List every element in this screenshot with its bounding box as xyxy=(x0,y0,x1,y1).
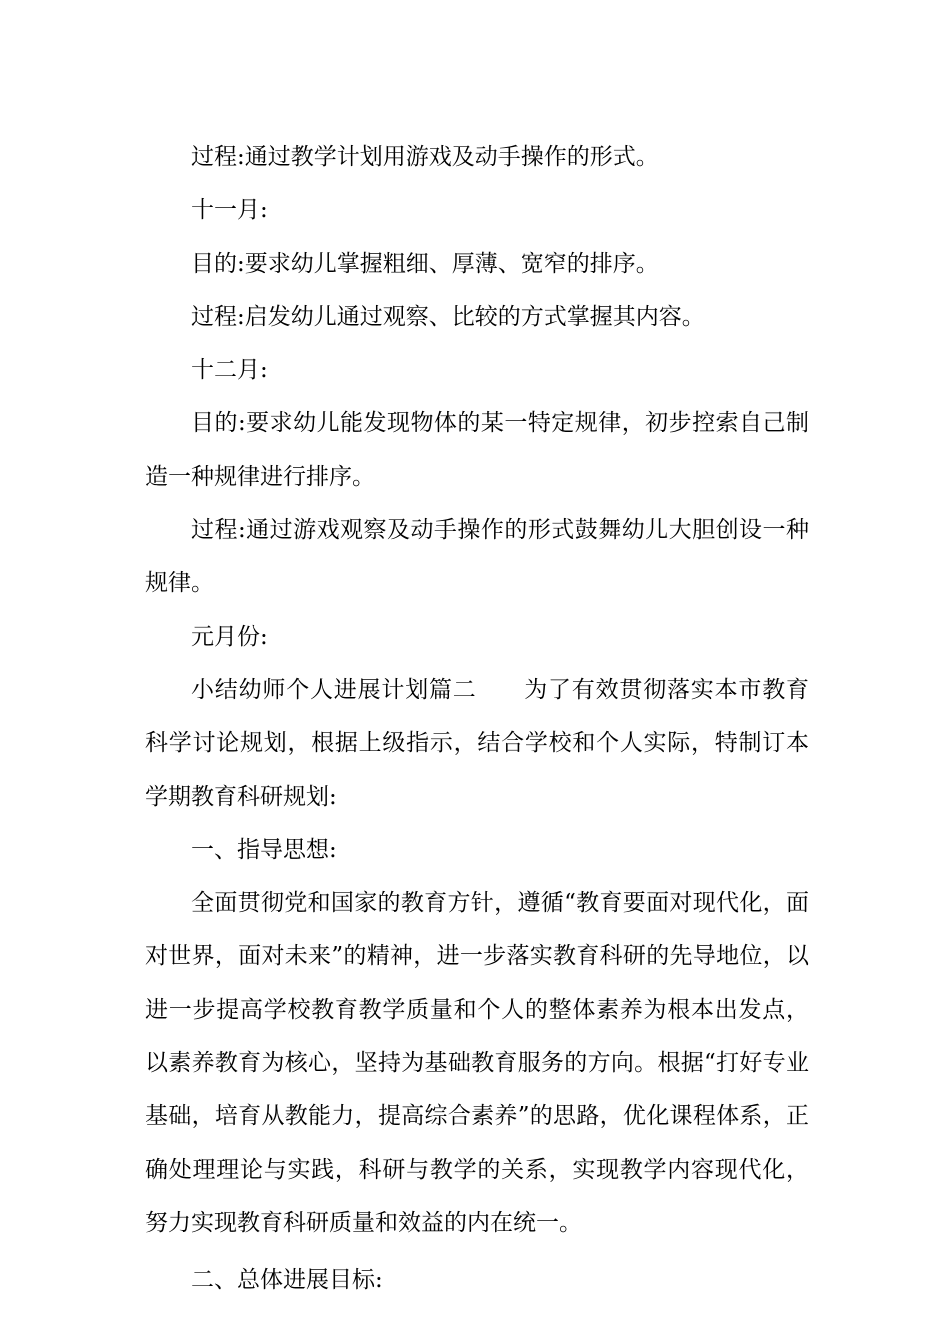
paragraph-guiding-ideology: 全面贯彻党和国家的教育方针，遵循“教育要面对现代化，面对世界，面对未来”的精神，进一步落实教育科研的先导地位，以进一步提高学校教育教学质量和个人的整体素养为根本出发点，以素养教育为核心，坚持为基础教育服务的方向。根据“打好专业基础，培育从教能力，提高综合素养”的思路，优化课程体系，正确处理理论与实践，科研与教学的关系，实现教学内容现代化，努力实现教育科研质量和效益的内在统一。 xyxy=(145,890,809,1236)
heading-guiding-ideology: 一、指导思想: xyxy=(191,836,337,863)
paragraph-plan-two-intro: 小结幼师个人进展计划篇二 为了有效贯彻落实本市教育科学讨论规划，根据上级指示，结合学校和个人实际，特制订本学期教育科研规划: xyxy=(145,676,809,810)
paragraph-process-december: 过程:通过游戏观察及动手操作的形式鼓舞幼儿大胆创设一种规律。 xyxy=(145,517,809,597)
heading-november: 十一月: xyxy=(191,197,268,224)
heading-january: 元月份: xyxy=(191,623,268,650)
document-body xyxy=(145,131,809,1308)
heading-overall-goals: 二、总体进展目标: xyxy=(191,1267,383,1294)
paragraph-process-november-intro: 过程:通过教学计划用游戏及动手操作的形式。 xyxy=(191,144,659,170)
paragraph-goal-november: 目的:要求幼儿掌握粗细、厚薄、宽窄的排序。 xyxy=(191,250,659,277)
heading-december: 十二月: xyxy=(191,357,268,384)
paragraph-goal-december: 目的:要求幼儿能发现物体的某一特定规律，初步控索自己制造一种规律进行排序。 xyxy=(145,410,809,490)
paragraph-process-november: 过程:启发幼儿通过观察、比较的方式掌握其内容。 xyxy=(191,303,705,330)
